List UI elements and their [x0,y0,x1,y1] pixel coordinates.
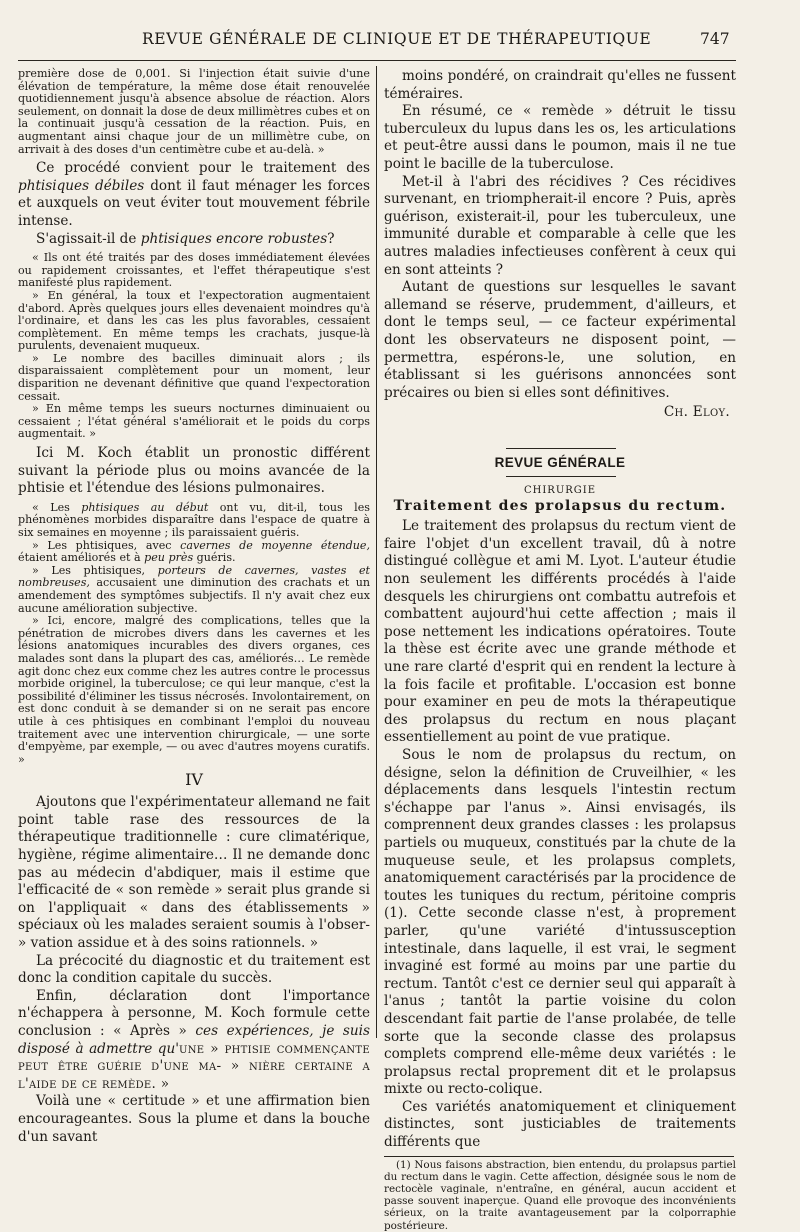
heading-rule [506,448,616,449]
heading-rule [506,476,616,477]
body-paragraph: Enfin, déclaration dont l'importance n'échappera à personne, M. Koch formule cette conclusion : « Après » ces expériences, je suis disposé à admettre qu'une » phtisie commençante peut être guérie d'une ma- » nière certaine a l'aide de ce remède. » [18,987,370,1092]
quote-paragraph: » Les phtisiques, avec cavernes de moyenne étendue, étaient améliorés et à peu près guéris. [18,538,371,565]
quote-paragraph: » Le nombre des bacilles diminuait alors ; ils disparaissaient complètement pour un moment, leur disparition ne devenant définitive que quand l'expectoration cessait. [18,351,370,403]
quote-paragraph: « Ils ont été traités par des doses immédiatement élevées ou rapidement croissantes, et l'effet thérapeutique s'est manifesté plus rapidement. [18,251,370,290]
right-column [384,68,736,1232]
author-signature: Ch. Eloy. [663,404,730,421]
section-heading: REVUE GÉNÉRALE [494,455,626,471]
article-title: Traitement des prolapsus du rectum. [393,498,727,515]
quote-paragraph: première dose de 0,001. Si l'injection était suivie d'une élévation de température, la même dose était renouvelée quotidiennement jusqu'à absence absolue de réaction. Alors seulement, on donnait la dose de deux millimètres cubes et on la continuait jusqu'à cessation de la réaction. Puis, en augmentant ainsi chaque jour de un millimètre cube, on arrivait à des doses d'un centimètre cube et au-delà. » [18,67,370,156]
running-header [0,26,800,56]
body-paragraph: En résumé, ce « remède » détruit le tissu tuberculeux du lupus dans les os, les articulations et peut-être aussi dans le poumon, mais il ne tue point le bacille de la tuberculose. [384,103,736,172]
column-divider [376,66,377,1038]
quote-paragraph: » Les phtisiques, porteurs de cavernes, vastes et nombreuses, accusaient une diminution des crachats et un amendement des symptômes subjectifs. Il n'y avait chez eux aucune amélioration subjective. [18,563,370,615]
page-number: 747 [700,30,730,48]
quote-paragraph: » En même temps les sueurs nocturnes diminuaient ou cessaient ; l'état général s'améliorait et le poids du corps augmentait. » [18,402,370,441]
body-paragraph: Voilà une « certitude » et une affirmation bien encourageantes. Sous la plume et dans la bouche d'un savant [18,1093,370,1145]
quote-paragraph: « Les phtisiques au début ont vu, dit-il, tous les phénomènes morbides disparaître dans l'espace de quatre à six semaines en moyenne ; ils paraissaient guéris. [18,500,370,539]
left-column [18,67,371,1145]
body-paragraph: Met-il à l'abri des récidives ? Ces récidives survenant, en triompherait-il encore ? Puis, après guérison, existerait-il, pour les tuberculeux, une immunité durable et comparable à celle que les autres maladies infectieuses confèrent à ceux qui en sont atteints ? [384,173,736,278]
footnote-rule [384,1156,734,1157]
rubric-label: CHIRURGIE [523,485,597,497]
header-rule [18,60,736,61]
running-title: REVUE GÉNÉRALE DE CLINIQUE ET DE THÉRAPEUTIQUE [142,30,652,48]
body-paragraph: Ces variétés anatomiquement et cliniquement distinctes, sont justiciables de traitements différents que [384,1098,736,1151]
section-heading-block [384,448,736,477]
body-paragraph: S'agissait-il de phtisiques encore robustes? [36,230,335,247]
section-number: IV [185,770,203,790]
body-paragraph: Sous le nom de prolapsus du rectum, on désigne, selon la définition de Cruveilhier, « les déplacements dans lesquels l'intestin rectum s'échappe par l'anus ». Ainsi envisagés, ils comprennent deux grandes classes : les prolapsus partiels ou muqueux, constitués par la chute de la muqueuse seule, et les prolapsus complets, anatomiquement caractérisés par la procidence de toutes les tuniques du rectum, péritoine compris (1). Cette seconde classe n'est, à proprement parler, qu'une variété d'intussusception intestinale, dans laquelle, il est vrai, le segment invaginé est formé au moins par une partie du rectum. Tantôt c'est ce dernier seul qui apparaît à l'anus ; tantôt la partie voisine du colon descendant fait partie de l'anse prolabée, de telle sorte que la seconde classe des prolapsus complets comprend elle-même deux variétés : le prolapsus rectal proprement dit et le prolapsus mixte ou recto-colique. [384,747,736,1098]
body-paragraph: Ici M. Koch établit un pronostic différent suivant la période plus ou moins avancée de la phtisie et l'étendue des lésions pulmonaires. [18,445,370,497]
quote-paragraph: » Ici, encore, malgré des complications, telles que la pénétration de microbes divers dans les cavernes et les lésions anatomiques incurables des divers organes, ces malades sont dans la plupart des cas, améliorés… Le remède agit donc chez eux comme chez les autres contre le processus morbide originel, la tuberculose; ce qui leur manque, c'est la possibilité d'éliminer les tissus nécrosés. Involontairement, on est donc conduit à se demander si on ne serait pas encore utile à ces phtisiques en combinant l'emploi du nouveau traitement avec une intervention chirurgicale, — une sorte d'empyème, par exemple, — ou avec d'autres moyens curatifs. » [18,614,370,766]
body-paragraph: Ajoutons que l'expérimentateur allemand ne fait point table rase des ressources de la thérapeutique traditionnelle : cure climatérique, hygiène, régime alimentaire… Il ne demande donc pas au médecin d'abdiquer, mais il estime que l'efficacité de « son remède » serait plus grande si on l'appliquait « dans des établissements » spéciaux où les malades seraient soumis à l'obser- » vation assidue et à des soins rationnels. » [18,794,370,952]
body-paragraph: moins pondéré, on craindrait qu'elles ne fussent téméraires. [384,68,736,102]
body-paragraph: Ce procédé convient pour le traitement des phtisiques débiles dont il faut ménager les forces et auxquels on veut éviter tout mouvement fébrile intense. [18,160,370,229]
footnote: (1) Nous faisons abstraction, bien entendu, du prolapsus partiel du rectum dans le vagin. Cette affection, désignée sous le nom de rectocèle vaginale, n'entraîne, en général, aucun accident et passe souvent inaperçue. Quand elle provoque des inconvénients sérieux, on la traite avantageusement par la colporraphie postérieure. [384,1158,736,1232]
quote-paragraph: » En général, la toux et l'expectoration augmentaient d'abord. Après quelques jours elles devenaient moindres qu'à l'ordinaire, et dans les cas les plus favorables, cessaient complètement. En même temps les crachats, jusque-là purulents, devenaient muqueux. [18,288,370,353]
body-paragraph: Le traitement des prolapsus du rectum vient de faire l'objet d'un excellent travail, dû à notre distingué collègue et ami M. Lyot. L'auteur étudie non seulement les différents procédés à l'aide desquels les chirurgiens ont combattu autrefois et combattent aujourd'hui cette affection ; mais il pose nettement les indications opératoires. Toute la thèse est écrite avec une grande méthode et une rare clarté d'esprit qui en rendent la lecture à la fois facile et profitable. L'occasion est bonne pour examiner en peu de mots la thérapeutique des prolapsus du rectum en nous plaçant essentiellement au point de vue pratique. [384,518,736,746]
body-paragraph: Autant de questions sur lesquelles le savant allemand se réserve, prudemment, d'ailleurs, et dont le temps seul, — ce facteur expérimental dont les observateurs ne disposent point, — permettra, espérons-le, une solution, en établissant si les guérisons annoncées sont précaires ou bien si elles sont définitives. [384,279,736,401]
body-paragraph: La précocité du diagnostic et du traitement est donc la condition capitale du succès. [18,952,370,987]
